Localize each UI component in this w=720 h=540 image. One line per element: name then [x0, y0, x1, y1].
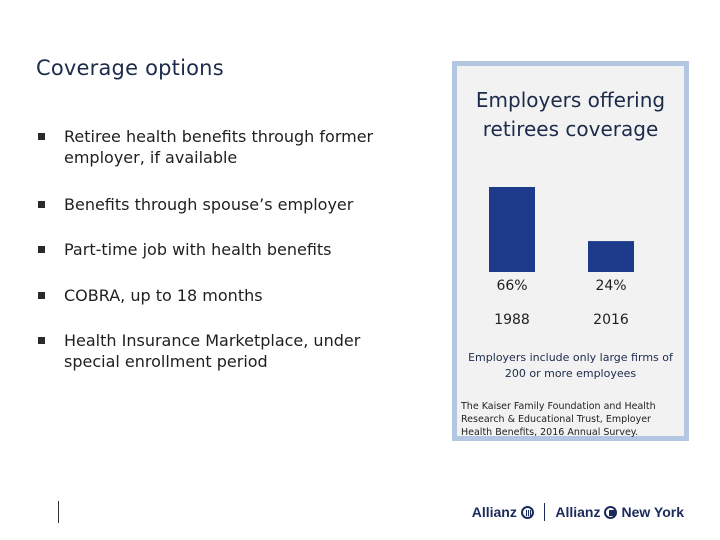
bullet-marker — [38, 246, 45, 253]
category-label: 2016 — [593, 312, 629, 328]
value-label: 24% — [595, 278, 627, 294]
bullet-marker — [38, 292, 45, 299]
logo-text-new-york: New York — [621, 504, 684, 520]
chart-panel — [452, 61, 689, 441]
bullet-marker — [38, 201, 45, 208]
bullet-item — [36, 239, 416, 260]
bullet-text: Part-time job with health benefits — [64, 240, 332, 259]
bullet-text: Health Insurance Marketplace, under special enrollment period — [64, 331, 361, 371]
allianz-eagle-icon — [604, 506, 617, 519]
allianz-logo — [472, 503, 684, 521]
slide-title: Coverage options — [36, 56, 224, 80]
chart-footnote: Employers include only large firms of 200 or more employees — [468, 351, 673, 380]
footer-divider — [58, 501, 59, 523]
bullet-item — [36, 126, 416, 168]
source-citation: The Kaiser Family Foundation and Health Research & Educational Trust, Employer Health Benefits, 2016 Annual Survey. — [461, 401, 656, 438]
bar-1988 — [489, 187, 535, 272]
logo-divider — [544, 503, 546, 521]
bullet-text: Retiree health benefits through former employer, if available — [64, 127, 374, 167]
bar-chart — [457, 66, 684, 366]
bullet-marker — [38, 337, 45, 344]
bullet-text: Benefits through spouse’s employer — [64, 195, 354, 214]
bar-2016 — [588, 241, 634, 272]
bullet-text: COBRA, up to 18 months — [64, 286, 263, 305]
bullet-marker — [38, 133, 45, 140]
bullet-item — [36, 194, 416, 215]
logo-text-allianz-ny: Allianz — [555, 504, 601, 520]
allianz-eagle-icon — [521, 506, 534, 519]
logo-text-allianz: Allianz — [471, 504, 517, 520]
bullet-item — [36, 285, 416, 306]
category-label: 1988 — [494, 312, 530, 328]
chart-title: Employers offering retirees coverage — [475, 88, 666, 141]
value-label: 66% — [496, 278, 528, 294]
bullet-item — [36, 330, 416, 372]
